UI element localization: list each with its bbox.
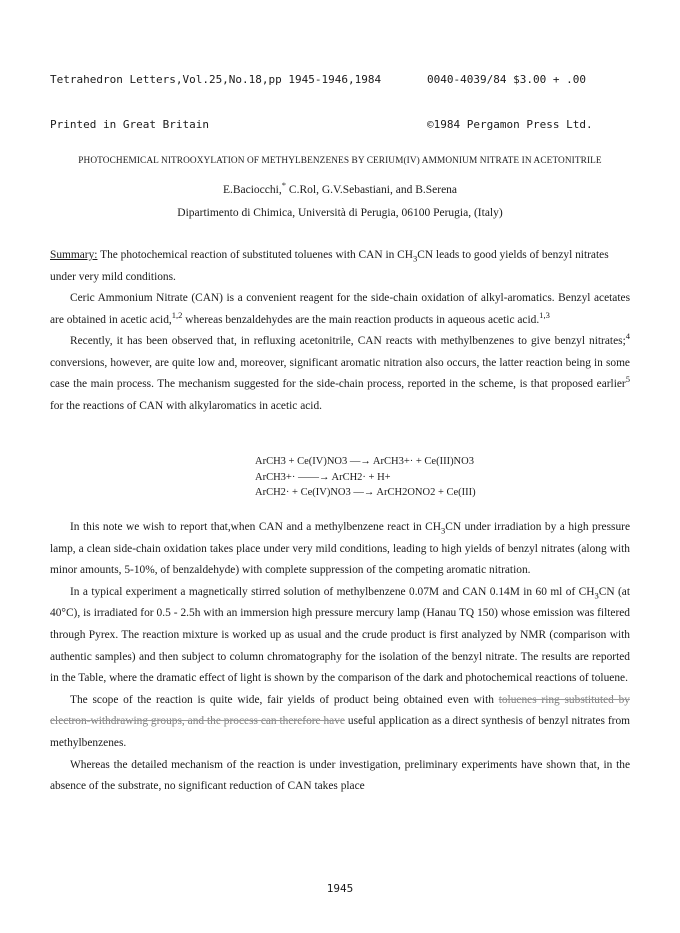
p4-sub: 3 — [594, 590, 599, 601]
p3-text-1: In this note we wish to report that,when CAN and a methylbenzene react in CH — [70, 521, 442, 533]
p2-ref-1: 4 — [625, 331, 630, 342]
journal-citation: Tetrahedron Letters,Vol.25,No.18,pp 1945-1946,1984 — [50, 73, 382, 86]
scheme-step-2: ArCH3+· ——→ ArCH2· + H+ — [255, 471, 391, 483]
p3-text-2: CN under irradiation by a high pressure lamp, a clean side-chain oxidation takes place under very mild conditions, leading to high yields of benzyl nitrates (along with minor amounts, 5-10%, of benzaldehyde) with complete suppression of the competing aromatic nitration. — [50, 521, 630, 577]
p4-text-1: In a typical experiment a magnetically stirred solution of methylbenzene 0.07M and CAN 0.14M in 60 ml of CH — [70, 585, 595, 598]
paragraph-6 — [50, 755, 630, 798]
p1-ref-2: 1,3 — [539, 309, 550, 320]
reaction-scheme — [255, 454, 555, 501]
copyright: ©1984 Pergamon Press Ltd. — [427, 118, 593, 131]
p2-text-3: for the reactions of CAN with alkylaromatics in acetic acid. — [50, 399, 323, 412]
summary — [50, 245, 630, 288]
author-list — [0, 180, 680, 196]
p1-text-1: Ceric Ammonium Nitrate (CAN) is a convenient reagent for the side-chain oxidation of alkyl-aromatics. Benzyl acetates are obtained in acetic acid, — [50, 292, 630, 326]
paper-title: PHOTOCHEMICAL NITROOXYLATION OF METHYLBENZENES BY CERIUM(IV) AMMONIUM NITRATE IN ACETONITRILE — [78, 156, 602, 166]
p1-text-2: whereas benzaldehydes are the main reaction products in aqueous acetic acid. — [182, 313, 540, 326]
summary-text-1: The photochemical reaction of substituted toluenes with CAN in CH — [97, 249, 413, 261]
p3-sub: 3 — [441, 525, 446, 536]
header-left — [50, 42, 381, 162]
p6-text-1: Whereas the detailed mechanism of the reaction is under investigation, preliminary experiments have shown that, in the absence of the substrate, no significant reduction of CAN takes place — [50, 758, 630, 793]
price-code: 0040-4039/84 $3.00 + .00 — [427, 73, 586, 86]
p5-text-3: useful application as a direct synthesis of benzyl nitrates from methylbenzenes. — [50, 715, 630, 749]
author-first: E.Baciocchi, — [222, 184, 282, 196]
corresponding-mark: * — [281, 180, 287, 191]
printed-in: Printed in Great Britain — [50, 118, 209, 131]
paragraph-4 — [50, 582, 630, 690]
page-number: 1945 — [326, 882, 354, 895]
p5-text-faded: toluenes ring substituted by electron-withdrawing groups, and the process can therefore have — [50, 693, 630, 728]
p2-text-1: Recently, it has been observed that, in refluxing acetonitrile, CAN reacts with methylbenzenes to give benzyl nitrates; — [70, 335, 626, 348]
paragraph-1 — [50, 288, 630, 331]
paragraph-3 — [50, 517, 630, 582]
scheme-step-1: ArCH3 + Ce(IV)NO3 —→ ArCH3+· + Ce(III)NO3 — [255, 456, 474, 467]
body-lower — [50, 517, 630, 798]
affiliation: Dipartimento di Chimica, Università di Perugia, 06100 Perugia, (Italy) — [177, 207, 503, 219]
body-upper — [50, 288, 630, 418]
p2-text-2: conversions, however, are quite low and, moreover, significant aromatic nitration also occurs, the latter reaction being in some case the main process. The mechanism suggested for the side-chain process, reported in the scheme, is that proposed earlier — [50, 356, 630, 391]
header-right — [427, 42, 593, 162]
paragraph-2 — [50, 331, 630, 417]
p1-ref-1: 1,2 — [171, 309, 183, 320]
scheme-step-3: ArCH2· + Ce(IV)NO3 —→ ArCH2ONO2 + Ce(III) — [255, 487, 476, 499]
author-rest: C.Rol, G.V.Sebastiani, and B.Serena — [288, 184, 458, 196]
summary-label: Summary: — [50, 249, 98, 261]
p2-ref-2: 5 — [625, 374, 630, 385]
p5-text-1: The scope of the reaction is quite wide, fair yields of product being obtained even with — [70, 693, 499, 706]
summary-sub: 3 — [412, 253, 418, 264]
summary-text-2: CN leads to good yields of benzyl nitrates under very mild conditions. — [50, 249, 609, 283]
paragraph-5 — [50, 690, 630, 755]
p4-text-2: CN (at 40°C), is irradiated for 0.5 - 2.5h with an immersion high pressure mercury lamp (Hanau TQ 150) whose emission was filtered through Pyrex. The reaction mixture is worked up as usual and the crude product is first analyzed by NMR (comparison with authentic samples) and then subject to column chromatography for the isolation of the benzyl nitrate. The results are reported in the Table, where the dramatic effect of light is shown by the comparison of the dark and photochemical reactions of toluene. — [50, 585, 630, 685]
